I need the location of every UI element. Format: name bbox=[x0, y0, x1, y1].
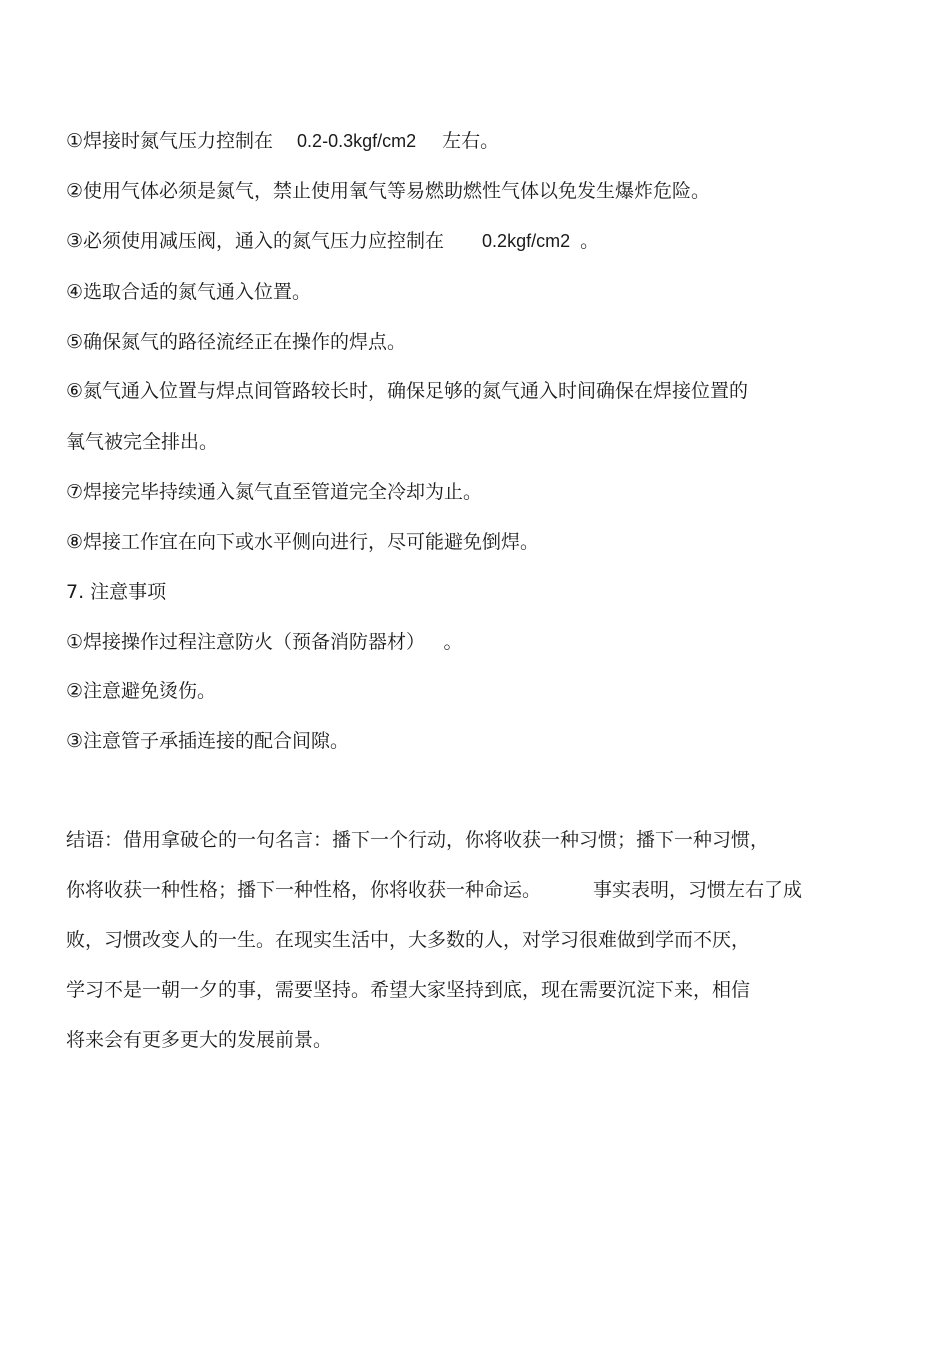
step-3-text: ③必须使用减压阀，通入的氮气压力应控制在 bbox=[66, 230, 445, 252]
conclusion-line-3: 败，习惯改变人的一生。在现实生活中，大多数的人，对学习很难做到学而不厌， bbox=[66, 929, 751, 951]
note-1-suffix: 。 bbox=[443, 631, 463, 653]
conclusion-line-2-part-2: 事实表明，习惯左右了成 bbox=[593, 879, 803, 901]
step-8: ⑧焊接工作宜在向下或水平侧向进行，尽可能避免倒焊。 bbox=[66, 531, 540, 553]
step-6-line-2: 氧气被完全排出。 bbox=[66, 431, 219, 453]
step-5: ⑤确保氮气的路径流经正在操作的焊点。 bbox=[66, 331, 407, 353]
conclusion-line-2 bbox=[66, 878, 802, 902]
conclusion-line-4: 学习不是一朝一夕的事，需要坚持。希望大家坚持到底，现在需要沉淀下来，相信 bbox=[66, 979, 751, 1001]
step-1-suffix: 左右。 bbox=[442, 130, 500, 152]
conclusion-line-2-part-1: 你将收获一种性格；播下一种性格，你将收获一种命运。 bbox=[66, 879, 542, 901]
note-1-text: ①焊接操作过程注意防火（预备消防器材） bbox=[66, 631, 416, 653]
step-2: ②使用气体必须是氮气，禁止使用氧气等易燃助燃性气体以免发生爆炸危险。 bbox=[66, 180, 711, 202]
step-1-text: ①焊接时氮气压力控制在 bbox=[66, 130, 274, 152]
conclusion-line-5: 将来会有更多更大的发展前景。 bbox=[66, 1029, 333, 1051]
step-6-line-1: ⑥氮气通入位置与焊点间管路较长时，确保足够的氮气通入时间确保在焊接位置的 bbox=[66, 380, 749, 402]
note-2: ②注意避免烫伤。 bbox=[66, 680, 217, 702]
step-3-suffix: 。 bbox=[580, 230, 600, 252]
step-4: ④选取合适的氮气通入位置。 bbox=[66, 281, 312, 303]
note-1 bbox=[66, 630, 463, 654]
step-3-pressure-value: 0.2kgf/cm2 bbox=[482, 231, 571, 251]
section-heading-notes: 7. 注意事项 bbox=[66, 581, 167, 603]
step-1-pressure-value: 0.2-0.3kgf/cm2 bbox=[297, 131, 417, 151]
step-7: ⑦焊接完毕持续通入氮气直至管道完全冷却为止。 bbox=[66, 481, 483, 503]
step-3 bbox=[66, 229, 599, 253]
conclusion-line-1: 结语：借用拿破仑的一句名言：播下一个行动，你将收获一种习惯；播下一种习惯， bbox=[66, 829, 770, 851]
note-3: ③注意管子承插连接的配合间隙。 bbox=[66, 730, 350, 752]
step-1 bbox=[66, 129, 499, 153]
